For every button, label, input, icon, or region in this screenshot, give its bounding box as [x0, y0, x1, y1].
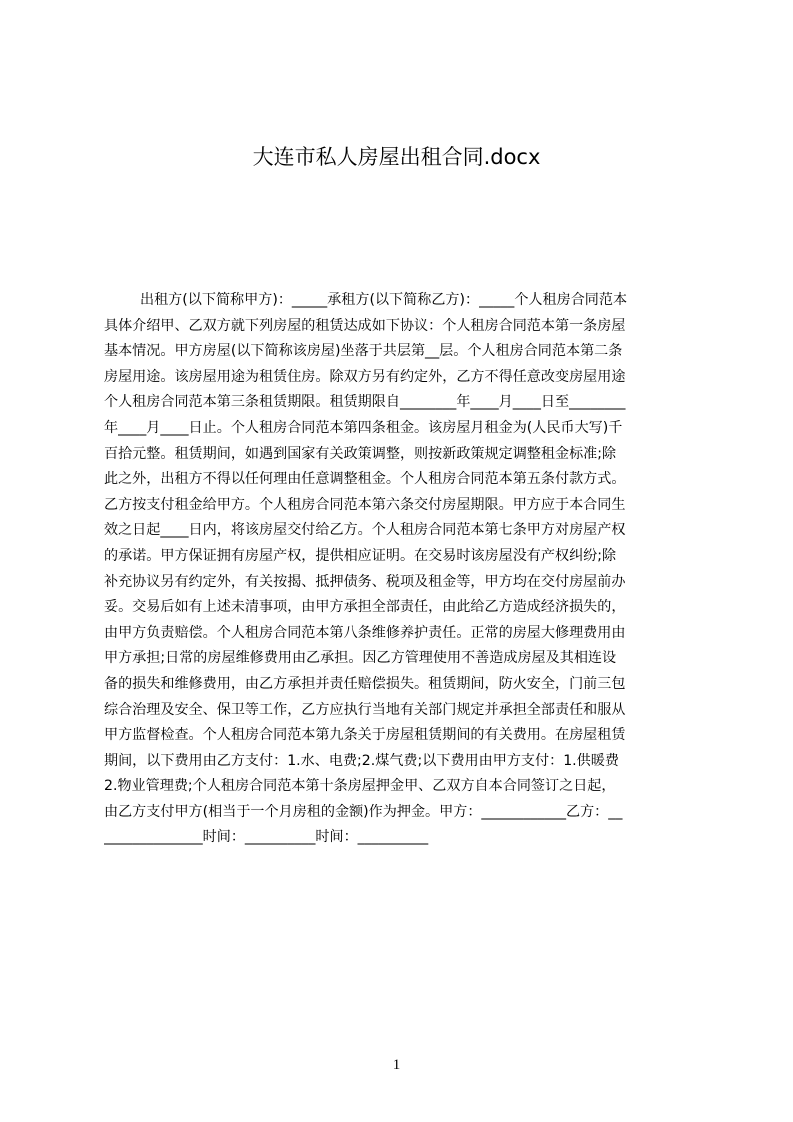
contract-body — [104, 288, 704, 851]
body-line: 百拾元整。租赁期间，如遇到国家有关政策调整，则按新政策规定调整租金标准;除 — [104, 445, 617, 462]
body-line: 由乙方支付甲方(相当于一个月房租的金额)作为押金。甲方：____________乙方：__ — [104, 803, 623, 820]
page-number: 1 — [392, 1057, 401, 1073]
body-line: 此之外，出租方不得以任何理由任意调整租金。个人租房合同范本第五条付款方式。 — [104, 471, 626, 488]
body-line: 补充协议另有约定外，有关按揭、抵押债务、税项及租金等，甲方均在交付房屋前办 — [104, 573, 626, 590]
body-line: 基本情况。甲方房屋(以下简称该房屋)坐落于共层第__层。个人租房合同范本第二条 — [104, 343, 623, 360]
body-line: ______________时间：__________时间：__________ — [104, 829, 429, 846]
body-line: 由甲方负责赔偿。个人租房合同范本第八条维修养护责任。正常的房屋大修理费用由 — [104, 624, 626, 641]
body-line: 具体介绍甲、乙双方就下列房屋的租赁达成如下协议：个人租房合同范本第一条房屋 — [104, 317, 626, 334]
body-line: 2.物业管理费;个人租房合同范本第十条房屋押金甲、乙双方自本合同签订之日起， — [104, 778, 616, 795]
body-line: 的承诺。甲方保证拥有房屋产权，提供相应证明。在交易时该房屋没有产权纠纷;除 — [104, 547, 617, 564]
document-title: 大连市私人房屋出租合同.docx — [252, 145, 541, 169]
body-line: 甲方监督检查。个人租房合同范本第九条关于房屋租赁期间的有关费用。在房屋租赁 — [104, 727, 626, 744]
body-line: 年____月____日止。个人租房合同范本第四条租金。该房屋月租金为(人民币大写)千 — [104, 419, 623, 436]
body-line: 备的损失和维修费用，由乙方承担并责任赔偿损失。租赁期间，防火安全，门前三包 — [104, 675, 626, 692]
body-line: 期间，以下费用由乙方支付：1.水、电费;2.煤气费;以下费用由甲方支付：1.供暖费 — [104, 752, 619, 769]
body-line: 个人租房合同范本第三条租赁期限。租赁期限自________年____月____日至________ — [104, 394, 626, 411]
body-line: 房屋用途。该房屋用途为租赁住房。除双方另有约定外，乙方不得任意改变房屋用途 — [104, 368, 626, 385]
body-line: 甲方承担;日常的房屋维修费用由乙承担。因乙方管理使用不善造成房屋及其相连设 — [104, 650, 617, 667]
body-line: 出租方(以下简称甲方)：_____承租方(以下简称乙方)：_____个人租房合同范本 — [140, 292, 628, 308]
body-line: 综合治理及安全、保卫等工作，乙方应执行当地有关部门规定并承担全部责任和服从 — [104, 701, 626, 718]
body-line: 妥。交易后如有上述未清事项，由甲方承担全部责任，由此给乙方造成经济损失的， — [104, 599, 626, 616]
body-line: 效之日起____日内，将该房屋交付给乙方。个人租房合同范本第七条甲方对房屋产权 — [104, 522, 626, 539]
body-line: 乙方按支付租金给甲方。个人租房合同范本第六条交付房屋期限。甲方应于本合同生 — [104, 496, 626, 513]
